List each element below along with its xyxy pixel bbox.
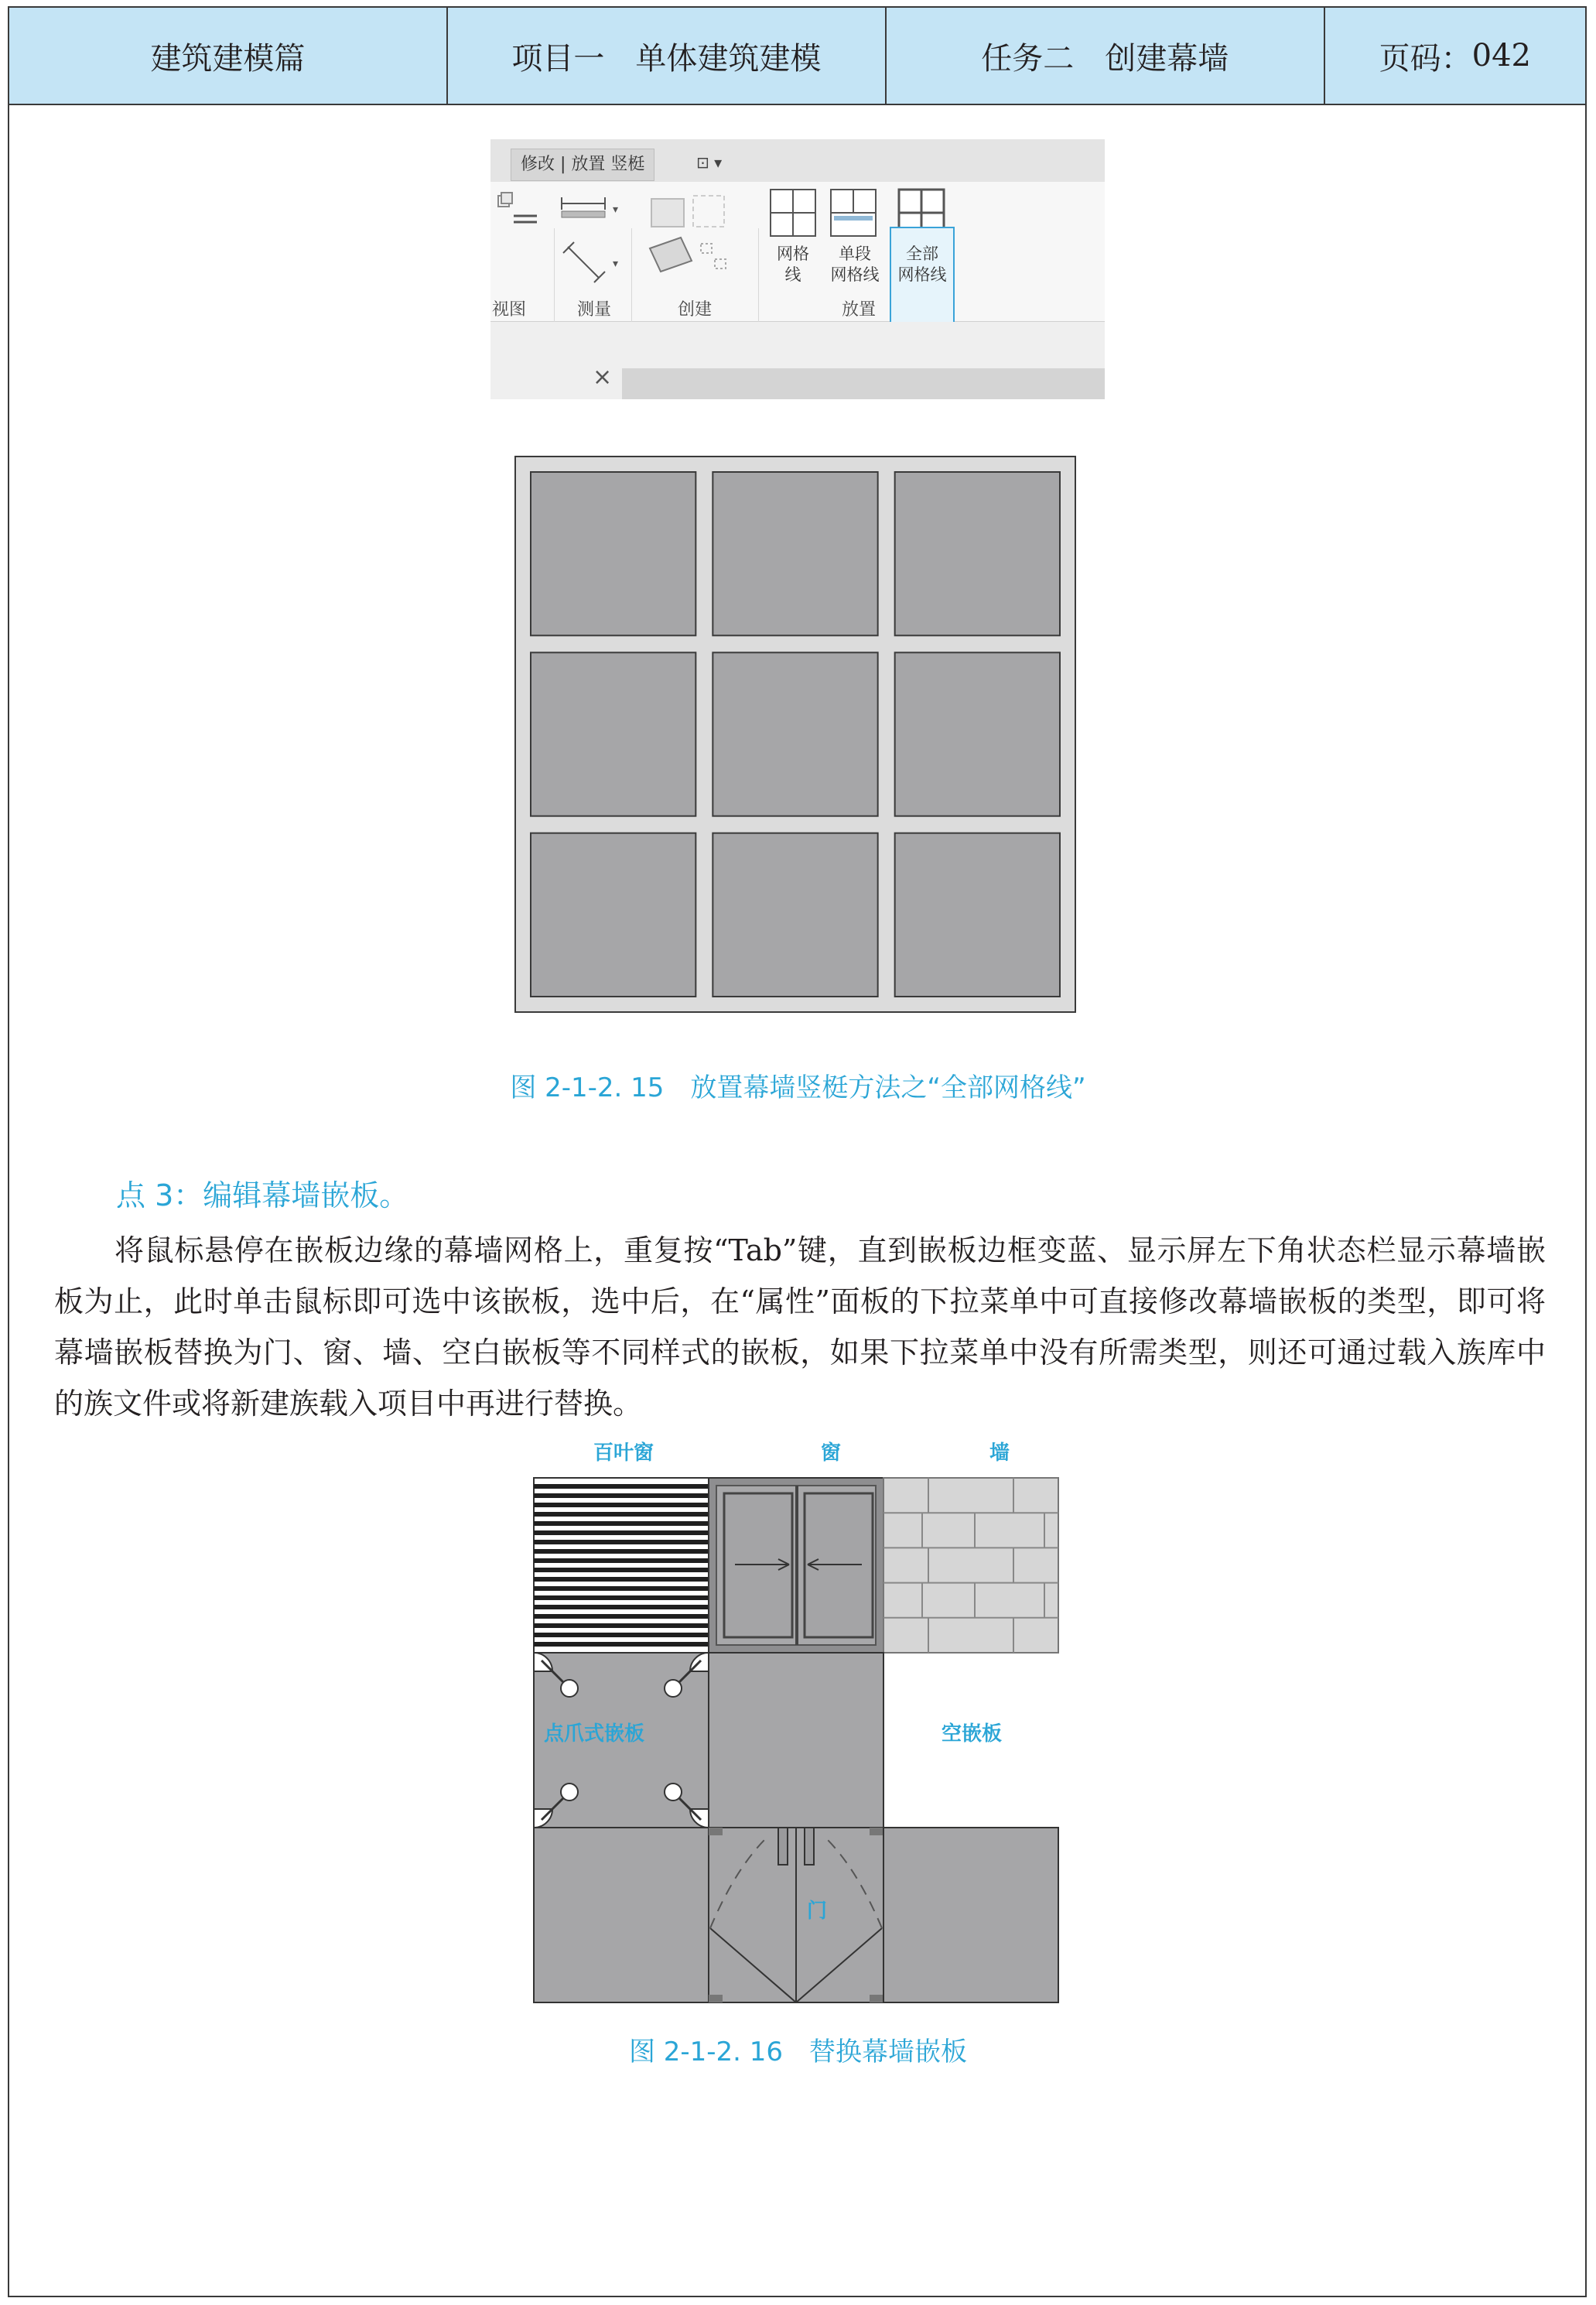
glass-panel [713,472,877,635]
door-panel [709,1828,883,2002]
ribbon-tab-bar [490,139,1105,182]
section-heading: 点 3：编辑幕墙嵌板。 [116,1178,409,1212]
curtain-panel-grid [531,472,1060,997]
all-grid-lines-button[interactable] [890,244,955,286]
page-number-value: 042 [1471,38,1532,74]
glass-panel [709,1653,883,1828]
panel-label-place: 放置 [842,300,877,320]
options-bar [622,368,1105,399]
glass-panel [531,833,695,997]
louver-panel [534,1478,709,1653]
glass-panel [895,472,1060,635]
glass-panel [895,833,1060,997]
glass-panel [531,472,695,635]
panel-label-create: 创建 [678,300,713,320]
panel-replacement-figure [511,1436,1068,2009]
header-project: 项目一 单体建筑建模 [448,8,887,104]
glass-panel [895,652,1060,816]
wall-panel [883,1478,1058,1653]
ribbon-panel-row [490,182,1105,322]
label-window: 窗 [820,1441,842,1465]
all-grid-lines-button-label-1: 全部 [906,245,938,263]
label-spider-panel: 点爪式嵌板 [543,1722,645,1746]
page-number-label: 页码： [1379,40,1472,77]
glass-panel [713,833,877,997]
close-icon[interactable]: × [593,364,613,391]
grid-line-button-icon[interactable] [771,190,815,236]
grid-line-button[interactable] [767,244,819,286]
svg-text:▾: ▾ [613,203,619,216]
label-louver: 百叶窗 [593,1441,654,1465]
figure1-caption: 图 2-1-2. 15 放置幕墙竖梃方法之“全部网格线” [510,1072,1086,1103]
glass-panel [713,652,877,816]
single-segment-grid-line-button-icon[interactable] [831,190,876,236]
window-panel [709,1478,883,1653]
context-tab-modify-place-mullion[interactable]: 修改 | 放置 竖梃 [511,149,654,181]
panel-toggle-icon[interactable]: ⊡ ▾ [696,153,723,172]
glass-panel [534,1828,709,2002]
svg-text:▾: ▾ [613,258,619,270]
single-segment-button-label-2: 网格线 [830,265,880,284]
label-empty-panel: 空嵌板 [941,1722,1003,1746]
header-task: 任务二 创建幕墙 [887,8,1325,104]
single-segment-button-label-1: 单段 [839,245,871,263]
spider-panel [534,1653,709,1828]
measure-aligned-dimension-icon[interactable] [562,197,618,217]
curtain-wall-mullion-figure [514,455,1077,1014]
glass-panel [883,1828,1058,2002]
panel-label-view: 视图 [492,300,527,320]
all-grid-lines-button-label-2: 网格线 [897,265,947,284]
single-segment-grid-line-button[interactable] [826,244,883,286]
body-paragraph: 将鼠标悬停在嵌板边缘的幕墙网格上，重复按“Tab”键，直到嵌板边框变蓝、显示屏左下角状态栏显示幕墙嵌板为止，此时单击鼠标即可选中该嵌板，选中后，在“属性”面板的下拉菜单中可直接修改幕墙嵌板的类型，即可将幕墙嵌板替换为门、窗、墙、空白嵌板等不同样式的嵌板，如果下拉菜单中没有所需类型，则还可通过载入族库中的族文件或将新建族载入项目中再进行替换。 [54,1233,1546,1421]
figure2-caption: 图 2-1-2. 16 替换幕墙嵌板 [628,2037,968,2067]
create-part-icon[interactable] [650,196,726,272]
panel-label-measure: 测量 [577,300,612,320]
header-book-section: 建筑建模篇 [9,8,448,104]
grid-line-button-label-2: 线 [784,265,801,284]
view-tool-icon[interactable] [498,193,537,222]
ribbon-screenshot [490,139,1105,399]
label-wall: 墙 [989,1441,1010,1465]
grid-line-button-label-1: 网格 [777,245,809,263]
measure-distance-icon[interactable] [563,242,618,282]
glass-panel [531,652,695,816]
label-door: 门 [806,1900,828,1923]
